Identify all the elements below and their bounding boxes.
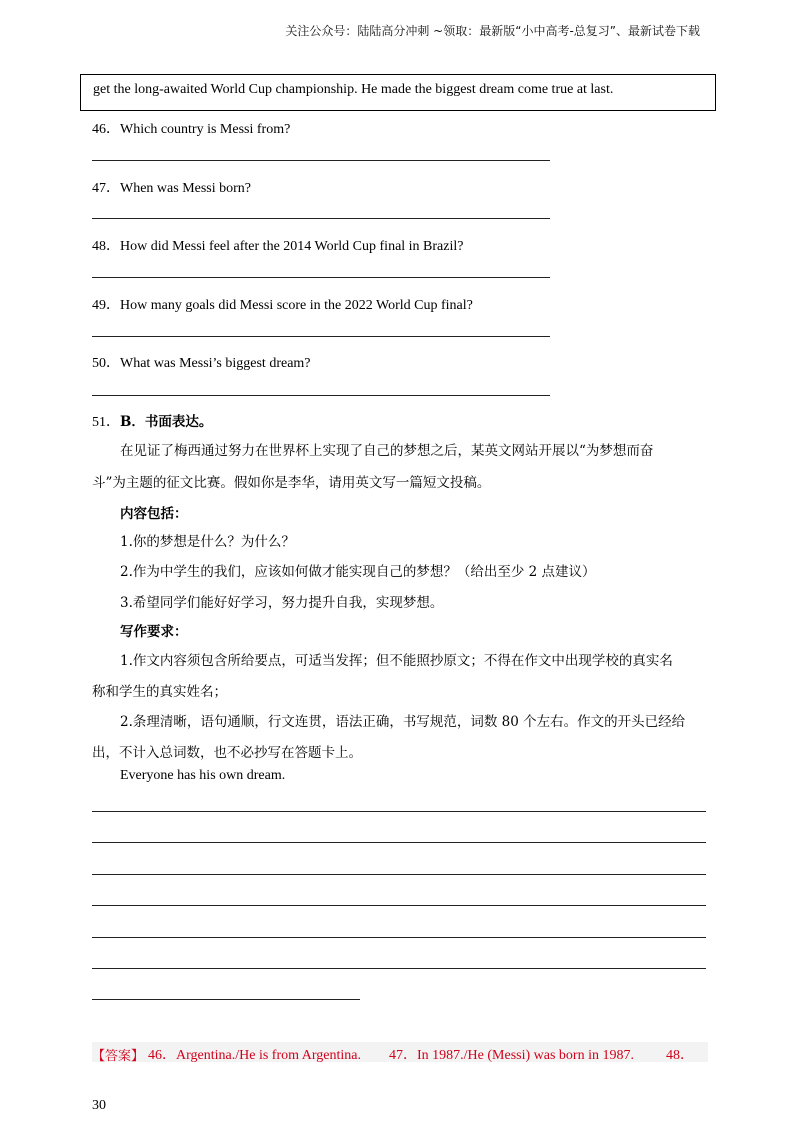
requirements-title: 写作要求： [120,624,188,640]
requirement-1-line2: 称和学生的真实姓名； [92,684,227,700]
answer-tag: 【答案】 [92,1049,145,1064]
writing-heading [92,410,212,431]
question-48: 48．How did Messi feel after the 2014 World Cup final in Brazil? [92,239,464,254]
answer-bar [92,1042,708,1062]
answer-47: 47．In 1987./He (Messi) was born in 1987. [389,1048,634,1063]
question-49: 49．How many goals did Messi score in the 2022 World Cup final? [92,298,473,313]
content-item-2: 2.作为中学生的我们，应该如何做才能实现自己的梦想？（给出至少 2 点建议） [120,564,596,580]
question-50: 50．What was Messi’s biggest dream? [92,356,311,371]
passage-box [80,74,716,111]
essay-opening: Everyone has his own dream. [120,768,286,783]
requirement-2-line2: 出，不计入总词数，也不必抄写在答题卡上。 [92,745,362,761]
question-46: 46．Which country is Messi from? [92,122,291,137]
writing-intro-line1: 在见证了梅西通过努力在世界杯上实现了自己的梦想之后，某英文网站开展以“为梦想而奋 [120,443,654,459]
content-item-1: 1.你的梦想是什么？为什么？ [120,534,295,550]
content-title: 内容包括： [120,506,188,522]
answer-line-49[interactable] [92,336,550,337]
requirement-1-line1: 1.作文内容须包含所给要点，可适当发挥；但不能照抄原文；不得在作文中出现学校的真实名 [120,653,673,669]
answer-line-46[interactable] [92,160,550,161]
answer-48: 48． [666,1048,694,1063]
writing-intro-line2: 斗”为主题的征文比赛。假如你是李华，请用英文写一篇短文投稿。 [92,475,491,491]
essay-line-6[interactable] [92,968,706,969]
writing-heading-number: 51． [92,415,120,430]
answer-46: 46．Argentina./He is from Argentina. [148,1048,361,1063]
essay-line-4[interactable] [92,905,706,906]
page-header: 关注公众号：陆陆高分冲刺 ~领取：最新版“小中高考-总复习”、最新试卷下载 [285,24,700,38]
writing-heading-title: B．书面表达。 [120,414,213,430]
essay-line-2[interactable] [92,842,706,843]
content-item-3: 3.希望同学们能好好学习，努力提升自我，实现梦想。 [120,595,444,611]
essay-line-5[interactable] [92,937,706,938]
essay-line-3[interactable] [92,874,706,875]
question-47: 47．When was Messi born? [92,181,252,196]
answer-line-47[interactable] [92,218,550,219]
essay-line-1[interactable] [92,811,706,812]
page-number: 30 [92,1098,106,1113]
answer-line-50[interactable] [92,395,550,396]
passage-last-line: get the long-awaited World Cup championship. He made the biggest dream come true at last. [93,82,614,97]
answer-line-48[interactable] [92,277,550,278]
essay-line-7[interactable] [92,999,360,1000]
requirement-2-line1: 2.条理清晰，语句通顺，行文连贯，语法正确，书写规范，词数 80 个左右。作文的开头已经给 [120,714,686,730]
